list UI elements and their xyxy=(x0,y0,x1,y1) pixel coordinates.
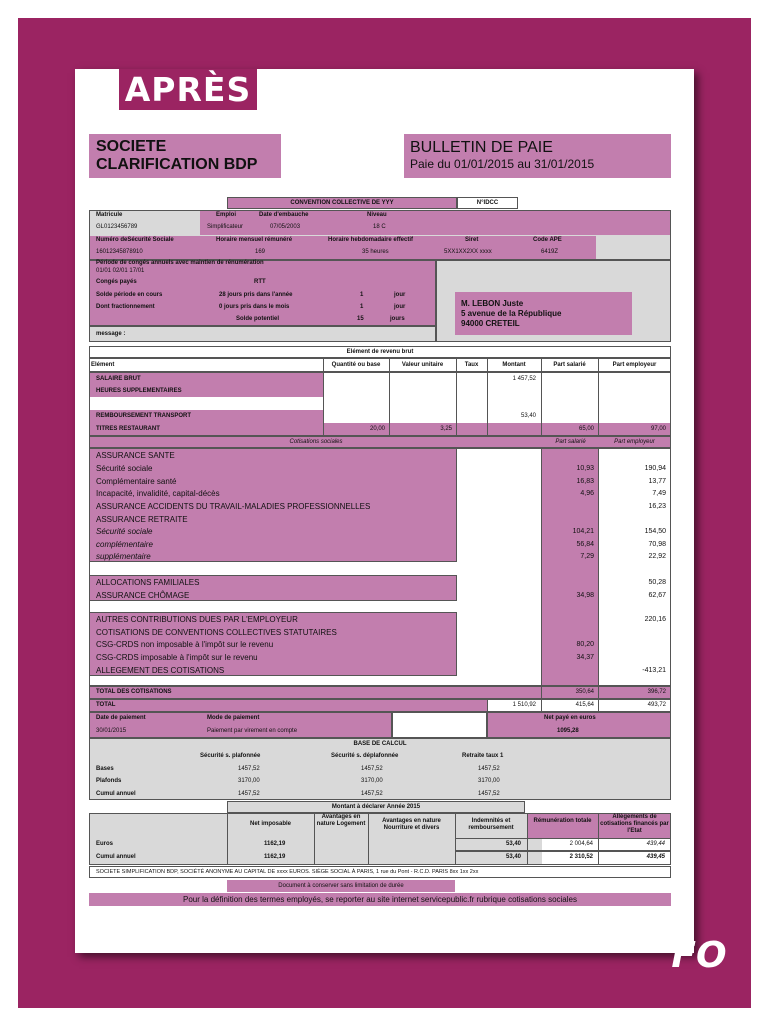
cotisation-label: complémentaire xyxy=(96,540,153,549)
base-row-value: 3170,00 xyxy=(478,778,500,784)
ape-value: 6419Z xyxy=(541,249,559,255)
h-remuneration: Rémunération totale xyxy=(533,818,592,824)
cotisation-label: Sécurité sociale xyxy=(96,527,153,536)
total-cot-label: TOTAL DES COTISATIONS xyxy=(96,689,172,695)
cotisation-salarie: 34,37 xyxy=(576,654,594,661)
conges-payes-label: Congés payés xyxy=(96,279,137,285)
cotisation-label: COTISATIONS DE CONVENTIONS COLLECTIVES STATUTAIRES xyxy=(96,628,337,637)
base-row-value: 3170,00 xyxy=(361,778,383,784)
convention-label: CONVENTION COLLECTIVE DE YYY xyxy=(290,200,394,206)
embauche-value: 07/05/2003 xyxy=(270,224,301,230)
cotisations-title-row xyxy=(89,436,671,448)
company-box xyxy=(89,134,281,178)
paiement-blank xyxy=(392,712,487,738)
header-salarie: Part salarié xyxy=(553,362,586,368)
cotisation-employeur: 16,23 xyxy=(648,503,666,510)
transport-montant: 53,40 xyxy=(520,413,536,419)
base-row-label: Bases xyxy=(96,766,114,772)
header-montant: Montant xyxy=(502,362,526,368)
h-indemnites: Indemnités et remboursement xyxy=(468,818,514,831)
cumul-label: Cumul annuel xyxy=(96,854,136,860)
cotisation-salarie: 4,96 xyxy=(580,490,594,497)
header-unitaire: Valeur unitaire xyxy=(401,362,444,368)
cotisation-employeur: 50,28 xyxy=(648,579,666,586)
cotisation-salarie: 34,98 xyxy=(576,592,594,599)
date-paiement-label: Date de paiement xyxy=(96,715,146,721)
revenu-title: Elément de revenu brut xyxy=(346,349,414,355)
header-quantite: Quantité ou base xyxy=(331,362,381,368)
cotisation-employeur: 154,50 xyxy=(644,528,666,535)
h-nourriture: Avantages en nature Nourriture et divers xyxy=(382,818,441,831)
mode-paiement-label: Mode de paiement xyxy=(207,715,260,721)
titres-qte: 20,00 xyxy=(369,426,385,432)
company-line1: SOCIETE xyxy=(96,138,167,155)
fract-label: Dont fractionnement xyxy=(96,304,155,310)
embauche-label: Date d'embauche xyxy=(259,212,309,218)
cotisation-label: ASSURANCE CHÔMAGE xyxy=(96,591,190,600)
revenu-title-row xyxy=(89,346,671,358)
ape-label: Code APE xyxy=(533,237,562,243)
fo-logo: FO xyxy=(671,935,727,976)
message-box xyxy=(89,326,436,342)
address-name: M. LEBON Juste xyxy=(461,299,524,308)
titres-sal: 65,00 xyxy=(578,426,594,432)
h-net-imposable: Net imposable xyxy=(249,821,291,827)
base-row-value: 1457,52 xyxy=(238,791,260,797)
cotisation-label: ALLOCATIONS FAMILIALES xyxy=(96,578,200,587)
net-label: Net payé en euros xyxy=(544,715,596,721)
address-box xyxy=(455,292,632,335)
footer-societe-box xyxy=(89,866,671,878)
base-row-value: 1457,52 xyxy=(361,766,383,772)
company-line2: CLARIFICATION BDP xyxy=(96,156,258,173)
conges-periode: 01/01 02/01 17/01 xyxy=(96,268,145,274)
base-row-value: 1457,52 xyxy=(478,766,500,772)
salaire-brut-label: SALAIRE BRUT xyxy=(96,376,141,382)
heures-sup-label: HEURES SUPPLEMENTAIRES xyxy=(96,388,182,394)
footer-conserver-box xyxy=(227,880,455,892)
base-col2: Sécurité s. déplafonnée xyxy=(331,753,399,759)
cotisation-employeur: 22,92 xyxy=(648,553,666,560)
footer-conserver: Document à conserver sans limitation de durée xyxy=(278,883,404,889)
cotisation-employeur: 62,67 xyxy=(648,592,666,599)
cotisation-label: CSG-CRDS imposable à l'impôt sur le revenu xyxy=(96,653,258,662)
base-row-label: Cumul annuel xyxy=(96,791,136,797)
fract-num: 1 xyxy=(360,304,364,310)
cotisation-employeur: 190,94 xyxy=(644,465,666,472)
cotisation-label: supplémentaire xyxy=(96,552,151,561)
header-employeur: Part employeur xyxy=(612,362,657,368)
total-row-pink xyxy=(90,700,487,711)
cotisation-employeur: 70,98 xyxy=(648,541,666,548)
euros-label: Euros xyxy=(96,841,114,847)
bulletin-title: BULLETIN DE PAIE xyxy=(410,139,553,156)
euros-remu: 2 004,64 xyxy=(569,841,593,847)
cotisation-employeur: -413,21 xyxy=(642,667,666,674)
titres-emp: 97,00 xyxy=(650,426,666,432)
base-row-value: 1457,52 xyxy=(478,791,500,797)
horaire-mensuel-value: 169 xyxy=(255,249,266,255)
base-title: BASE DE CALCUL xyxy=(353,741,407,747)
cotisation-employeur: 220,16 xyxy=(644,616,666,623)
total-montant: 1 510,92 xyxy=(512,702,536,708)
base-row-value: 3170,00 xyxy=(238,778,260,784)
cotisation-label: AUTRES CONTRIBUTIONS DUES PAR L'EMPLOYEUR xyxy=(96,615,298,624)
matricule-label: Matricule xyxy=(96,212,123,218)
cotisation-salarie: 10,93 xyxy=(576,465,594,472)
total-cot-sal: 350,64 xyxy=(575,689,594,695)
secu-value: 16012345878910 xyxy=(96,249,143,255)
cotisation-label: Sécurité sociale xyxy=(96,464,153,473)
footer-definition: Pour la définition des termes employés, se reporter au site internet servicepublic.fr rubrique cotisations sociales xyxy=(183,895,577,904)
potentiel-label: Solde potentiel xyxy=(236,316,280,322)
cotisation-salarie: 80,20 xyxy=(576,641,594,648)
footer-definition-box xyxy=(89,893,671,906)
date-paiement: 30/01/2015 xyxy=(96,728,127,734)
net-value: 1095,28 xyxy=(557,728,579,734)
cotisation-label: ASSURANCE RETRAITE xyxy=(96,515,188,524)
cotisation-employeur: 13,77 xyxy=(648,478,666,485)
titres-label: TITRES RESTAURANT xyxy=(96,426,160,432)
base-row-value: 1457,52 xyxy=(361,791,383,797)
header-taux: Taux xyxy=(464,362,479,368)
horaire-hebdo-label: Horaire hebdomadaire effectif xyxy=(328,237,414,243)
horaire-hebdo-value: 35 heures xyxy=(362,249,389,255)
h-allegements: Allègements de cotisations financés par l'Etat xyxy=(600,814,669,834)
solde-num: 1 xyxy=(360,292,364,298)
cotisation-salarie: 7,29 xyxy=(580,553,594,560)
cumul-net: 1162,19 xyxy=(264,854,286,860)
cotisations-title: Cotisations sociales xyxy=(289,439,343,445)
header-element: Elément xyxy=(91,362,115,368)
euros-net: 1162,19 xyxy=(264,841,286,847)
matricule-value: GL0123456789 xyxy=(96,224,138,230)
cumul-indem: 53,40 xyxy=(505,854,521,860)
cot-header-salarie: Part salarié xyxy=(555,439,586,445)
base-row-label: Plafonds xyxy=(96,778,122,784)
declarer-title: Montant à déclarer Année 2015 xyxy=(331,804,421,810)
apres-badge: APRÈS xyxy=(119,69,257,110)
potentiel-unit: jours xyxy=(390,316,405,322)
message-label: message : xyxy=(96,331,126,337)
cotisation-label: CSG-CRDS non imposable à l'impôt sur le revenu xyxy=(96,640,274,649)
cotisation-label: ALLEGEMENT DES COTISATIONS xyxy=(96,666,225,675)
idcc-label: N°IDCC xyxy=(476,200,499,206)
potentiel-num: 15 xyxy=(357,316,364,322)
total-label: TOTAL xyxy=(96,702,116,708)
cotisation-label: Incapacité, invalidité, capital-décès xyxy=(96,489,220,498)
total-cot-emp: 396,72 xyxy=(647,689,666,695)
cotisation-salarie: 104,21 xyxy=(572,528,594,535)
emploi-label: Emploi xyxy=(216,212,237,218)
cumul-alleg: 439,45 xyxy=(646,854,665,860)
rtt-label: RTT xyxy=(254,279,266,285)
siret-value: 5XX1XX2XX xxxx xyxy=(444,249,492,255)
salaire-brut-montant: 1 457,52 xyxy=(512,376,536,382)
titres-unit: 3,25 xyxy=(440,426,452,432)
bulletin-box xyxy=(404,134,671,178)
mode-paiement: Paiement par virement en compte xyxy=(207,728,298,734)
idcc-box xyxy=(457,197,518,209)
horaire-mensuel-label: Horaire mensuel rémunéré xyxy=(216,237,293,243)
cotisation-salarie: 56,84 xyxy=(576,541,594,548)
solde-label: Solde période en cours xyxy=(96,292,163,298)
total-sal: 415,64 xyxy=(575,702,594,708)
solde-value: 28 jours pris dans l'année xyxy=(219,292,293,298)
footer-societe: SOCIETE SIMPLIFICATION BDP, SOCIÉTÉ ANONYME AU CAPITAL DE xxxx EUROS. SIÈGE SOCIAL À PARIS, 1 rue du Pont - R.C.D. PARIS 8xx 1xx 2xx xyxy=(96,869,479,875)
cot-header-employeur: Part employeur xyxy=(614,439,655,445)
declarer-title-box xyxy=(227,801,525,813)
base-col1: Sécurité s. plafonnée xyxy=(200,753,261,759)
cotisation-label: ASSURANCE ACCIDENTS DU TRAVAIL-MALADIES PROFESSIONNELLES xyxy=(96,502,371,511)
bulletin-period: Paie du 01/01/2015 au 31/01/2015 xyxy=(410,157,595,171)
cotisation-salarie: 16,83 xyxy=(576,478,594,485)
convention-box xyxy=(227,197,457,209)
niveau-value: 18 C xyxy=(373,224,386,230)
niveau-label: Niveau xyxy=(367,212,387,218)
base-row-value: 1457,52 xyxy=(238,766,260,772)
address-street: 5 avenue de la République xyxy=(461,309,562,318)
solde-unit: jour xyxy=(394,292,406,298)
fract-value: 0 jours pris dans le mois xyxy=(219,304,290,310)
siret-label: Siret xyxy=(465,237,479,243)
secu-label: Numéro deSécurité Sociale xyxy=(96,237,174,243)
euros-indem: 53,40 xyxy=(505,841,521,847)
cotisation-employeur: 7,49 xyxy=(652,490,666,497)
cotisation-label: Complémentaire santé xyxy=(96,477,177,486)
cotisation-label: ASSURANCE SANTE xyxy=(96,451,175,460)
base-col3: Retraite taux 1 xyxy=(462,753,504,759)
h-logement: Avantages en nature Logement xyxy=(316,814,366,827)
total-emp: 493,72 xyxy=(647,702,666,708)
emploi-value: Simplificateur xyxy=(207,224,244,230)
cumul-remu: 2 310,52 xyxy=(569,854,593,860)
fract-unit: jour xyxy=(394,304,406,310)
address-city: 94000 CRETEIL xyxy=(461,319,520,328)
conges-periode-label: Période de congés annuels avec maintien de rénumération xyxy=(96,260,264,266)
transport-label: REMBOURSEMENT TRANSPORT xyxy=(96,413,192,419)
euros-alleg: 439,44 xyxy=(646,841,665,847)
